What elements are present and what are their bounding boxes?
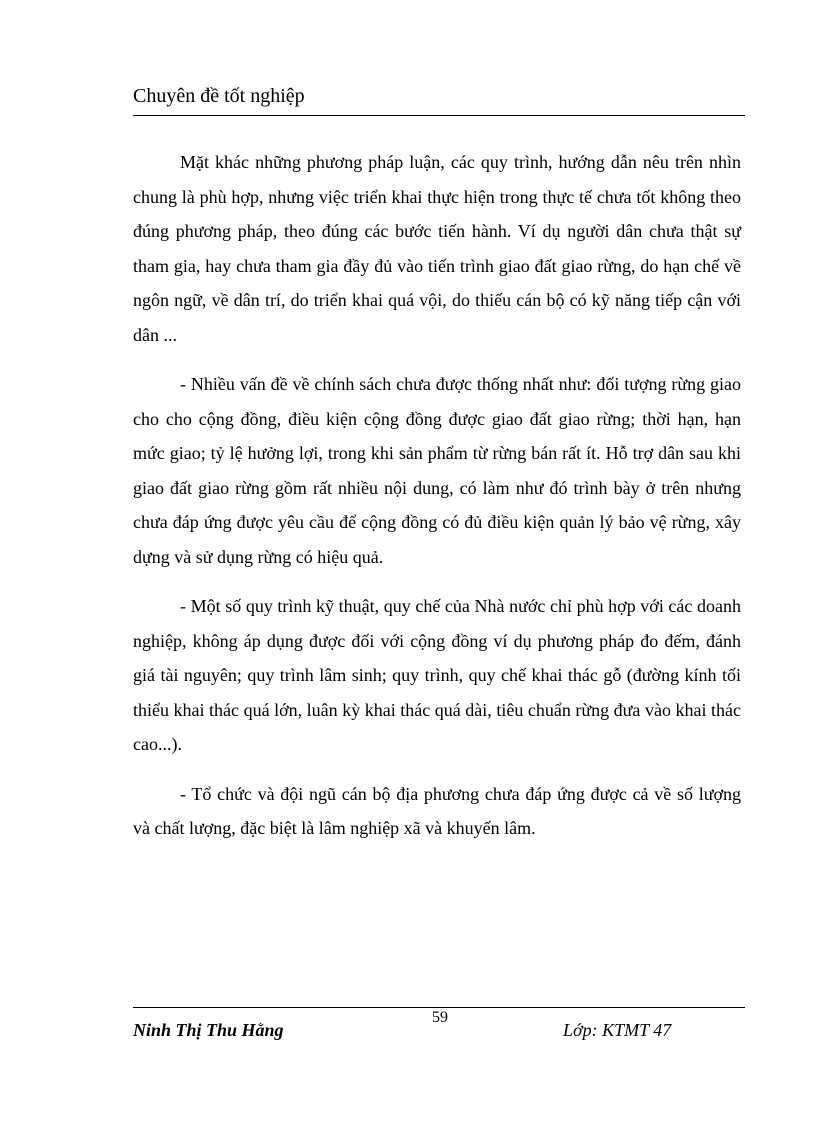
footer-class: Lớp: KTMT 47 <box>563 1020 672 1040</box>
footer-divider <box>133 1007 745 1008</box>
header-divider <box>133 115 745 116</box>
body-paragraph: Mặt khác những phương pháp luận, các quy trình, hướng dẫn nêu trên nhìn chung là phù hợp, nhưng việc triển khai thực hiện trong thực tế chưa tốt không theo đúng phương pháp, theo đúng các bước tiến hành. Ví dụ người dân chưa thật sự tham gia, hay chưa tham gia đầy đủ vào tiến trình giao đất giao rừng, do hạn chế về ngôn ngữ, về dân trí, do triển khai quá vội, do thiếu cán bộ có kỹ năng tiếp cận với dân ... <box>133 152 741 345</box>
page-number: 59 <box>432 1009 448 1026</box>
body-paragraph: - Một số quy trình kỹ thuật, quy chế của Nhà nước chỉ phù hợp với các doanh nghiệp, không áp dụng được đối với cộng đồng ví dụ phương pháp đo đếm, đánh giá tài nguyên; quy trình lâm sinh; quy trình, quy chế khai thác gỗ (đường kính tối thiểu khai thác quá lớn, luân kỳ khai thác quá dài, tiêu chuẩn rừng đưa vào khai thác cao...). <box>133 596 741 754</box>
page-header <box>133 82 745 110</box>
document-title: Chuyên đề tốt nghiệp <box>133 85 305 107</box>
footer-author: Ninh Thị Thu Hằng <box>133 1020 284 1040</box>
document-body <box>133 145 741 861</box>
body-paragraph: - Nhiều vấn đề về chính sách chưa được thống nhất như: đối tượng rừng giao cho cho cộng đồng, điều kiện cộng đồng được giao đất giao rừng; thời hạn, hạn mức giao; tỷ lệ hưởng lợi, trong khi sản phẩm từ rừng bán rất ít. Hỗ trợ dân sau khi giao đất giao rừng gồm rất nhiều nội dung, có làm như đó trình bày ở trên nhưng chưa đáp ứng được yêu cầu để cộng đồng có đủ điều kiện quản lý bảo vệ rừng, xây dựng và sử dụng rừng có hiệu quả. <box>133 374 741 567</box>
body-paragraph: - Tổ chức và đội ngũ cán bộ địa phương chưa đáp ứng được cả về số lượng và chất lượng, đặc biệt là lâm nghiệp xã và khuyến lâm. <box>133 783 741 838</box>
